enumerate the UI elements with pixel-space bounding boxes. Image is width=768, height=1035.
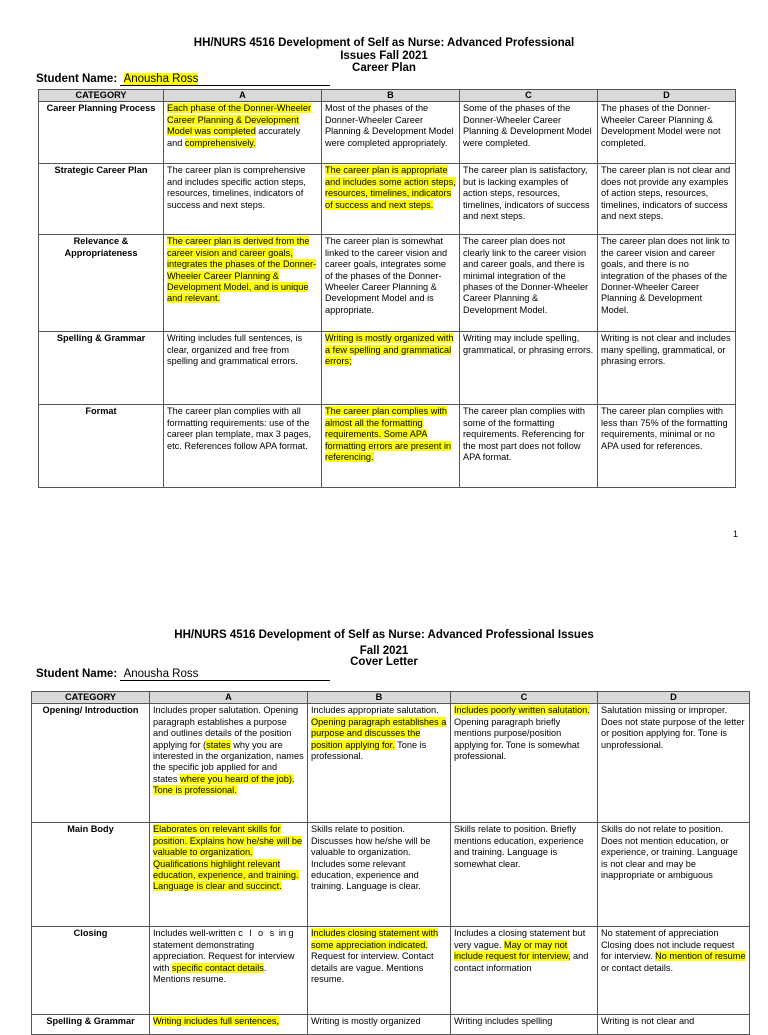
criteria-cell-b	[322, 164, 460, 235]
career-plan-rubric-table	[38, 89, 736, 488]
col-header-b: B	[308, 692, 451, 704]
table-row	[39, 164, 736, 235]
criteria-cell-d	[598, 102, 736, 164]
cell-text: Most of the phases of the Donner-Wheeler Career Planning & Development Model were completed appropriately.	[325, 103, 454, 148]
cell-text: Includes proper salutation. Opening paragraph establishes a purpose and outlines details of the position applying for (	[153, 705, 299, 750]
highlighted-text: May or may not include request for interview,	[454, 939, 571, 962]
page-number: 1	[733, 529, 739, 539]
col-header-a: A	[150, 692, 308, 704]
student-name-value: Anousha Ross	[123, 668, 199, 680]
highlighted-text: specific contact details	[171, 962, 264, 973]
cell-text: Writing may include spelling, grammatical, or phrasing errors.	[463, 333, 594, 355]
highlighted-text: The career plan is appropriate and includes some action steps, resources, timelines, indicators of success and next steps.	[325, 165, 456, 210]
highlighted-text: Elaborates on relevant skills for position. Explains how he/she will be valuable to organization. Qualifications highlight relevant education, experience, and training. Language is clear and succinct.	[153, 824, 303, 892]
col-header-category: CATEGORY	[39, 90, 164, 102]
category-cell: Spelling & Grammar	[32, 1015, 150, 1035]
highlighted-text: where you heard of the job). Tone is professional.	[153, 773, 295, 796]
criteria-cell-d	[598, 164, 736, 235]
table-row	[39, 102, 736, 164]
cell-text: Some of the phases of the Donner-Wheeler Career Planning & Development Model were completed.	[463, 103, 592, 148]
category-cell: Format	[39, 405, 164, 488]
category-cell: Closing	[32, 927, 150, 1015]
cell-text: The career plan complies with all formatting requirements: use of the career plan template, max 3 pages, etc. References follow APA format.	[167, 406, 312, 451]
student-name-label: Student Name:	[36, 668, 118, 680]
criteria-cell-c	[460, 164, 598, 235]
highlighted-text: Writing includes full sentences,	[153, 1016, 279, 1027]
col-header-c: C	[460, 90, 598, 102]
criteria-cell-a	[164, 405, 322, 488]
criteria-cell-b	[322, 235, 460, 332]
col-header-b: B	[322, 90, 460, 102]
criteria-cell-d	[598, 927, 750, 1015]
category-cell: Spelling & Grammar	[39, 332, 164, 405]
table-row	[39, 235, 736, 332]
cell-text: . Mentions resume.	[153, 962, 267, 985]
cell-text: The career plan complies with some of the formatting requirements. Referencing for the most part does not follow APA format.	[463, 406, 586, 463]
cell-text: The career plan complies with less than 75% of the formatting requirements, minimal or no APA used for references.	[601, 406, 728, 451]
category-cell: Relevance & Appropriateness	[39, 235, 164, 332]
criteria-cell-a	[150, 704, 308, 823]
page2-title-line1: HH/NURS 4516 Development of Self as Nurse: Advanced Professional Issues	[174, 629, 594, 641]
criteria-cell-d	[598, 332, 736, 405]
cell-text: The career plan is comprehensive and includes specific action steps, resources, timelines, indicators of success and next steps.	[167, 165, 306, 210]
highlighted-text: Includes closing statement with some appreciation indicated.	[311, 928, 439, 950]
cell-text: Includes a closing statement but very vague.	[454, 928, 586, 950]
criteria-cell-b	[322, 332, 460, 405]
col-header-d: D	[598, 692, 750, 704]
criteria-cell-b	[322, 405, 460, 488]
cell-text: Opening paragraph briefly mentions purpose/position applying for. Tone is somewhat professional.	[454, 716, 580, 762]
highlighted-text: comprehensively.	[184, 137, 256, 148]
cell-text: Writing is not clear and	[601, 1016, 695, 1027]
cell-text: Includes well-written	[153, 928, 239, 939]
highlighted-text: The career plan complies with almost all the formatting requirements. Some APA formatting errors are present in referencing.	[325, 406, 452, 463]
criteria-cell-d	[598, 1015, 750, 1035]
highlighted-text: No mention of resume	[655, 951, 746, 962]
criteria-cell-c	[460, 332, 598, 405]
cover-letter-rubric-table	[31, 691, 750, 1035]
table-row	[32, 927, 750, 1015]
cell-text: The career plan is somewhat linked to the career vision and career goals, integrates some of the phases of the Donner-Wheeler Career Planning & Development Model and is appropriate.	[325, 236, 448, 315]
criteria-cell-c	[460, 102, 598, 164]
col-header-category: CATEGORY	[32, 692, 150, 704]
criteria-cell-a	[164, 332, 322, 405]
cell-text: and contact information	[454, 951, 589, 973]
page1-title-line2: Issues Fall 2021	[340, 50, 428, 62]
criteria-cell-c	[460, 235, 598, 332]
criteria-cell-b	[308, 1015, 451, 1035]
col-header-d: D	[598, 90, 736, 102]
criteria-cell-b	[308, 823, 451, 927]
cell-text: No statement of appreciation Closing does not include request for interview.	[601, 928, 735, 962]
cell-text: The career plan is satisfactory, but is lacking examples of action steps, resources, timelines, indicators of success and next steps.	[463, 165, 590, 222]
criteria-cell-c	[451, 1015, 598, 1035]
criteria-cell-d	[598, 823, 750, 927]
cell-text: The career plan does not link to the career vision and career goals, and there is no integration of the phases of the Donner-Wheeler Career Planning & Development Model.	[601, 236, 730, 315]
student-name-label: Student Name:	[36, 73, 118, 85]
cell-text: Writing is not clear and includes many spelling, grammatical, or phrasing errors.	[601, 333, 731, 367]
cell-text: Writing includes spelling	[454, 1016, 553, 1027]
cell-text: in g statement demonstrating appreciation. Request for interview with	[153, 928, 295, 973]
cell-text: Skills relate to position. Briefly mentions education, experience and training. Language is somewhat clear.	[454, 824, 584, 869]
criteria-cell-c	[451, 823, 598, 927]
table-row	[32, 1015, 750, 1035]
page2-title-line2: Fall 2021	[359, 645, 409, 657]
criteria-cell-c	[451, 927, 598, 1015]
cell-text: accurately and	[167, 126, 301, 148]
col-header-c: C	[451, 692, 598, 704]
criteria-cell-a	[150, 927, 308, 1015]
criteria-cell-a	[164, 235, 322, 332]
criteria-cell-d	[598, 235, 736, 332]
category-cell: Main Body	[32, 823, 150, 927]
cell-text: or contact details.	[601, 962, 674, 973]
cell-text: Skills do not relate to position. Does not mention education, or experience, or training. Language is not clear and may be inappropriate or ambiguous	[601, 824, 738, 881]
criteria-cell-d	[598, 405, 736, 488]
cell-text: Includes appropriate salutation.	[311, 705, 439, 716]
table-row	[39, 332, 736, 405]
cell-text: The career plan does not clearly link to the career vision and career goals, and there is minimal integration of the phases of the Donner-Wheeler Career Planning & Development Model.	[463, 236, 589, 315]
cell-text: Writing is mostly organized	[311, 1016, 421, 1027]
col-header-a: A	[164, 90, 322, 102]
page1-title-line3: Career Plan	[352, 62, 416, 74]
page2-student-name	[36, 668, 330, 681]
cell-text: Salutation missing or improper. Does not state purpose of the letter or position applying for. Tone is unprofessional.	[601, 705, 745, 750]
cell-text: The phases of the Donner-Wheeler Career Planning & Development Model were not completed.	[601, 103, 721, 148]
category-cell: Career Planning Process	[39, 102, 164, 164]
cell-text: Request for interview. Contact details are vague. Mentions resume.	[311, 951, 434, 985]
table-header-row	[39, 90, 736, 102]
highlighted-text: Includes poorly written salutation.	[454, 705, 590, 716]
table-row	[39, 405, 736, 488]
page2-title-line3: Cover Letter	[350, 656, 418, 668]
highlighted-text: The career plan is derived from the career vision and career goals, integrates the phases of the Donner-Wheeler Career Planning & Development Model, and is unique and relevant.	[167, 236, 317, 304]
criteria-cell-a	[150, 823, 308, 927]
criteria-cell-a	[150, 1015, 308, 1035]
cell-text: why you are interested in the organization, names the specific job applied for and states	[153, 739, 304, 784]
highlighted-text: Writing is mostly organized with a few spelling and grammatical errors;	[325, 333, 454, 367]
cell-text: Writing includes full sentences, is clear, organized and free from spelling and grammatical errors.	[167, 333, 303, 367]
student-name-value: Anousha Ross	[123, 73, 199, 85]
page1-title-line1: HH/NURS 4516 Development of Self as Nurse: Advanced Professional	[193, 37, 575, 49]
table-header-row	[32, 692, 750, 704]
highlighted-text: Opening paragraph establishes a purpose and discusses the position applying for.	[311, 716, 447, 750]
criteria-cell-d	[598, 704, 750, 823]
cell-text: The career plan is not clear and does not provide any examples of action steps, resources, timelines, indicators of success and next steps.	[601, 165, 731, 222]
criteria-cell-c	[460, 405, 598, 488]
cell-text: c l o s	[238, 928, 277, 939]
criteria-cell-c	[451, 704, 598, 823]
page1-student-name	[36, 73, 330, 86]
criteria-cell-a	[164, 102, 322, 164]
criteria-cell-b	[308, 927, 451, 1015]
category-cell: Strategic Career Plan	[39, 164, 164, 235]
category-cell: Opening/ Introduction	[32, 704, 150, 823]
criteria-cell-b	[322, 102, 460, 164]
criteria-cell-a	[164, 164, 322, 235]
cell-text: Skills relate to position. Discusses how he/she will be valuable to organization. Includes some relevant education, experience and training. Language is clear.	[311, 824, 431, 892]
highlighted-text: states	[206, 739, 231, 750]
table-row	[32, 823, 750, 927]
criteria-cell-b	[308, 704, 451, 823]
highlighted-text: Each phase of the Donner-Wheeler Career Planning & Development Model was completed	[167, 103, 312, 137]
cell-text: Tone is professional.	[311, 739, 427, 762]
table-row	[32, 704, 750, 823]
